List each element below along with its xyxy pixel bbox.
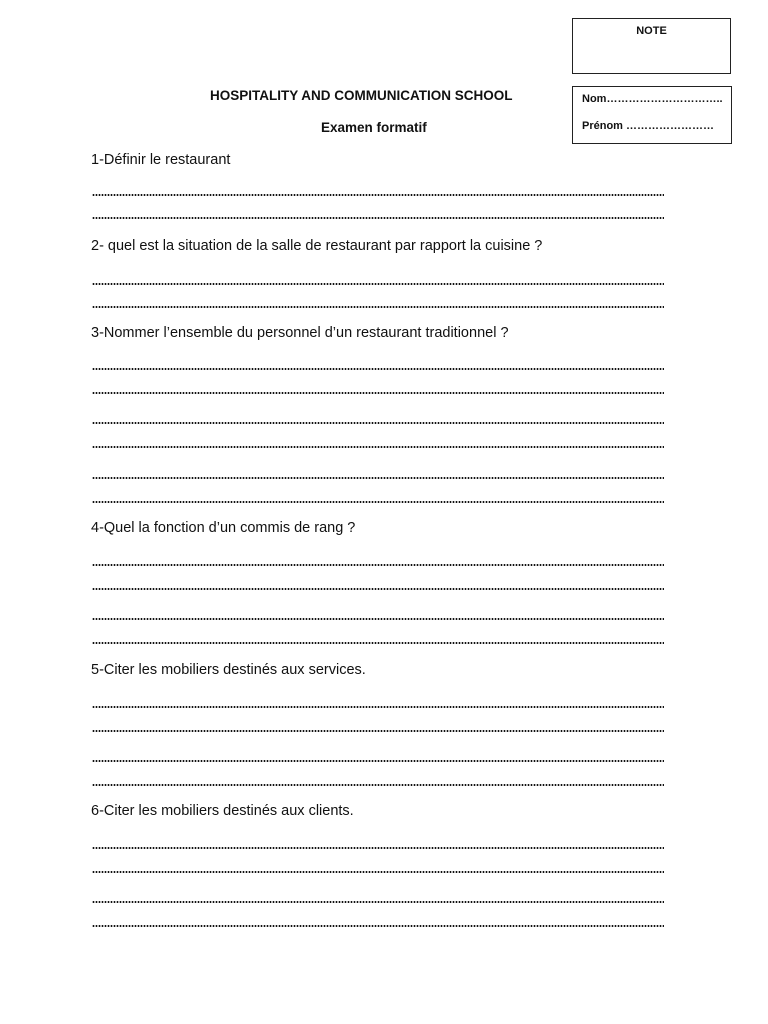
answer-line bbox=[92, 194, 664, 196]
answer-line bbox=[92, 730, 664, 732]
answer-line bbox=[92, 784, 664, 786]
question-1: 1-Définir le restaurant bbox=[91, 152, 231, 168]
question-6: 6-Citer les mobiliers destinés aux clients. bbox=[91, 803, 354, 819]
answer-line bbox=[92, 706, 664, 708]
answer-line bbox=[92, 925, 664, 927]
answer-line bbox=[92, 564, 664, 566]
note-label: NOTE bbox=[636, 25, 667, 37]
answer-line bbox=[92, 306, 664, 308]
question-5: 5-Citer les mobiliers destinés aux services. bbox=[91, 662, 366, 678]
answer-line bbox=[92, 217, 664, 219]
answer-line bbox=[92, 847, 664, 849]
question-2: 2- quel est la situation de la salle de restaurant par rapport la cuisine ? bbox=[91, 238, 543, 254]
question-3: 3-Nommer l’ensemble du personnel d’un restaurant traditionnel ? bbox=[91, 325, 509, 341]
answer-line bbox=[92, 477, 664, 479]
answer-line bbox=[92, 618, 664, 620]
answer-line bbox=[92, 588, 664, 590]
answer-line bbox=[92, 871, 664, 873]
exam-title: Examen formatif bbox=[321, 120, 427, 135]
answer-line bbox=[92, 422, 664, 424]
answer-line bbox=[92, 501, 664, 503]
note-box bbox=[572, 18, 731, 74]
prenom-field: Prénom …………………… bbox=[582, 120, 715, 132]
nom-field: Nom………………………….. bbox=[582, 93, 723, 105]
question-4: 4-Quel la fonction d’un commis de rang ? bbox=[91, 520, 356, 536]
answer-line bbox=[92, 760, 664, 762]
answer-line bbox=[92, 642, 664, 644]
answer-line bbox=[92, 901, 664, 903]
answer-line bbox=[92, 392, 664, 394]
answer-line bbox=[92, 283, 664, 285]
answer-line bbox=[92, 368, 664, 370]
student-name-box bbox=[572, 86, 732, 144]
answer-line bbox=[92, 446, 664, 448]
school-title: HOSPITALITY AND COMMUNICATION SCHOOL bbox=[210, 88, 513, 103]
